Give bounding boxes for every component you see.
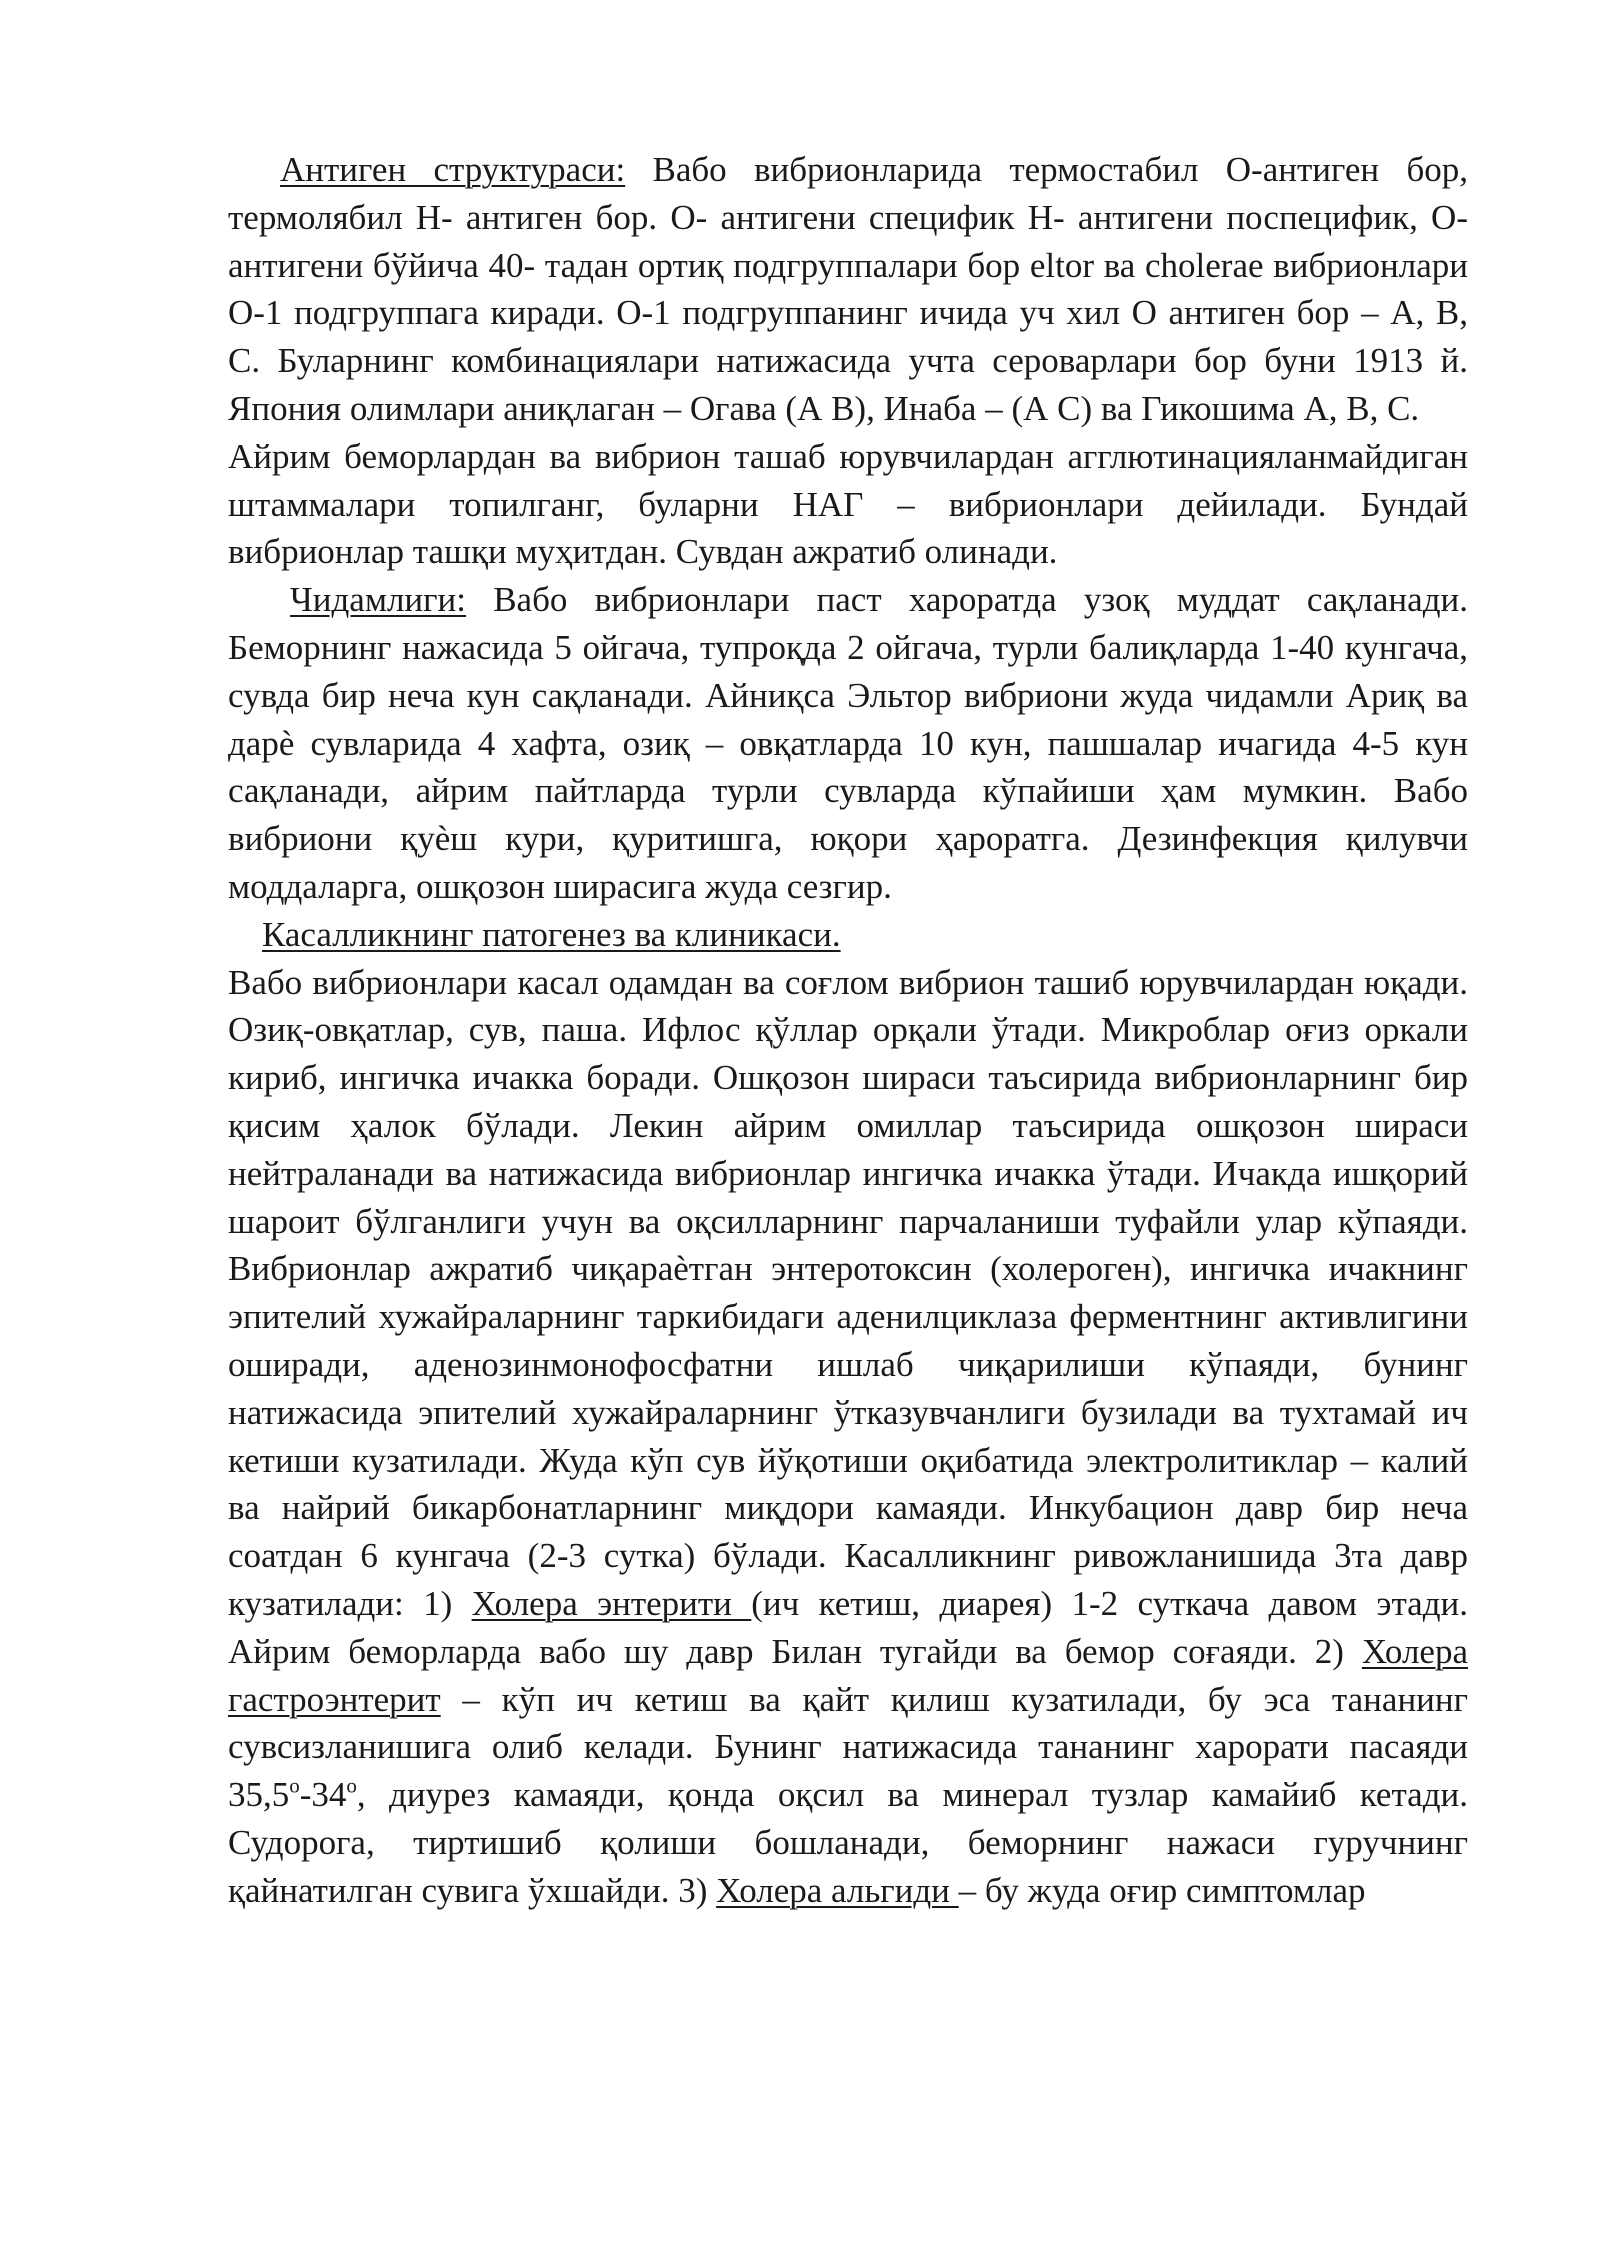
term-cholera-algid: Холера альгиди (716, 1870, 959, 1910)
heading-pathogenesis: Касалликнинг патогенез ва клиникаси. (262, 914, 841, 954)
pathogenesis-text-5: , диурез камаяди, қонда оқсил ва минерал тузлар камайиб кетади. Судорога, тиртишиб қолиши бошланади, беморнинг нажаси гуручнинг қайнатилган сувига ўхшайди. 3) (228, 1775, 1468, 1910)
resistance-text: Вабо вибрионлари паст хароратда узоқ муддат сақланади. Беморнинг нажасида 5 ойгача, тупроқда 2 ойгача, турли балиқларда 1-40 кунгача, сувда бир неча кун сақланади. Айниқса Эльтор вибриони жуда чидамли Ариқ ва дарѐ сувларида 4 хафта, озиқ – овқатларда 10 кун, пашшалар ичагида 4-5 кун сақланади, айрим пайтларда турли сувларда кўпайиши ҳам мумкин. Вабо вибриони қуѐш кури, қуритишга, юқори ҳароратга. Дезинфекция қилувчи моддаларга, ошқозон ширасига жуда сезгир. (228, 580, 1468, 906)
pathogenesis-text-3: – кўп ич кетиш ва қайт қилиш кузатилади, бу эса тананинг сувсизланишига олиб келади. Бунинг натижасида тананинг харорати пасаяди 35,5 (228, 1679, 1468, 1815)
degree-superscript-1: о (289, 1773, 300, 1798)
paragraph-nag-vibrions (228, 433, 1468, 576)
nag-vibrions-text: Айрим беморлардан ва вибрион ташаб юрувчилардан агглютинацияланмайдиган штаммалари топилганг, буларни НАГ – вибрионлари дейилади. Бундай вибрионлар ташқи муҳитдан. Сувдан ажратиб олинади. (228, 436, 1468, 572)
pathogenesis-text-6: – бу жуда оғир симптомлар (958, 1870, 1366, 1910)
degree-superscript-2: о (346, 1773, 357, 1798)
heading-resistance: Чидамлиги: (290, 580, 466, 620)
term-cholera-gastroenteritis: Холера гастроэнтерит (228, 1631, 1468, 1719)
document-page (228, 146, 1468, 1914)
paragraph-antigen-structure (228, 146, 1468, 433)
pathogenesis-text-2: (ич кетиш, диарея) 1-2 суткача давом этади. Айрим беморларда вабо шу давр Билан тугайди ва бемор соғаяди. 2) (228, 1583, 1468, 1671)
paragraph-pathogenesis-heading (228, 911, 1468, 959)
paragraph-pathogenesis (228, 959, 1468, 1915)
heading-antigen-structure: Антиген структураси: (280, 150, 626, 189)
antigen-structure-text: Вабо вибрионларида термостабил О-антиген бор, термолябил Н- антиген бор. О- антигени специфик Н- антигени поспецифик, О- антигени бўйича 40- тадан ортиқ подгруппалари бор eltor ва cholerae вибрионлари О-1 подгруппага киради. О-1 подгруппанинг ичида уч хил О антиген бор – А, В, С. Буларнинг комбинациялари натижасида учта сероварлари бор буни 1913 й. Япония олимлари аниқлаган – Огава (А В), Инаба – (А С) ва Гикошима А, В, С. (228, 150, 1468, 428)
paragraph-resistance (228, 576, 1468, 911)
pathogenesis-text-4: -34 (299, 1775, 347, 1815)
pathogenesis-text-1: Вабо вибрионлари касал одамдан ва соғлом вибрион ташиб юрувчилардан юқади. Озиқ-овқатлар, сув, паша. Ифлос қўллар орқали ўтади. Микроблар оғиз оркали кириб, ингичка ичакка боради. Ошқозон шираси таъсирида вибрионларнинг бир қисим ҳалок бўлади. Лекин айрим омиллар таъсирида ошқозон шираси нейтраланади ва натижасида вибрионлар ингичка ичакка ўтади. Ичакда ишқорий шароит бўлганлиги учун ва оқсилларнинг парчаланиши туфайли улар кўпаяди. Вибрионлар ажратиб чиқараѐтган энтеротоксин (холероген), ингичка ичакнинг эпителий хужайраларнинг таркибидаги аденилциклаза ферментнинг активлигини оширади, аденозинмонофосфатни ишлаб чиқарилиши кўпаяди, бунинг натижасида эпителий хужайраларнинг ўтказувчанлиги бузилади ва тухтамай ич кетиши кузатилади. Жуда кўп сув йўқотиши оқибатида электролитиклар – калий ва найрий бикарбонатларнинг миқдори камаяди. Инкубацион давр бир неча соатдан 6 кунгача (2-3 сутка) бўлади. Касалликнинг ривожланишида 3та давр кузатилади: 1) (228, 962, 1468, 1623)
term-cholera-enteritis: Холера энтерити (471, 1583, 752, 1623)
